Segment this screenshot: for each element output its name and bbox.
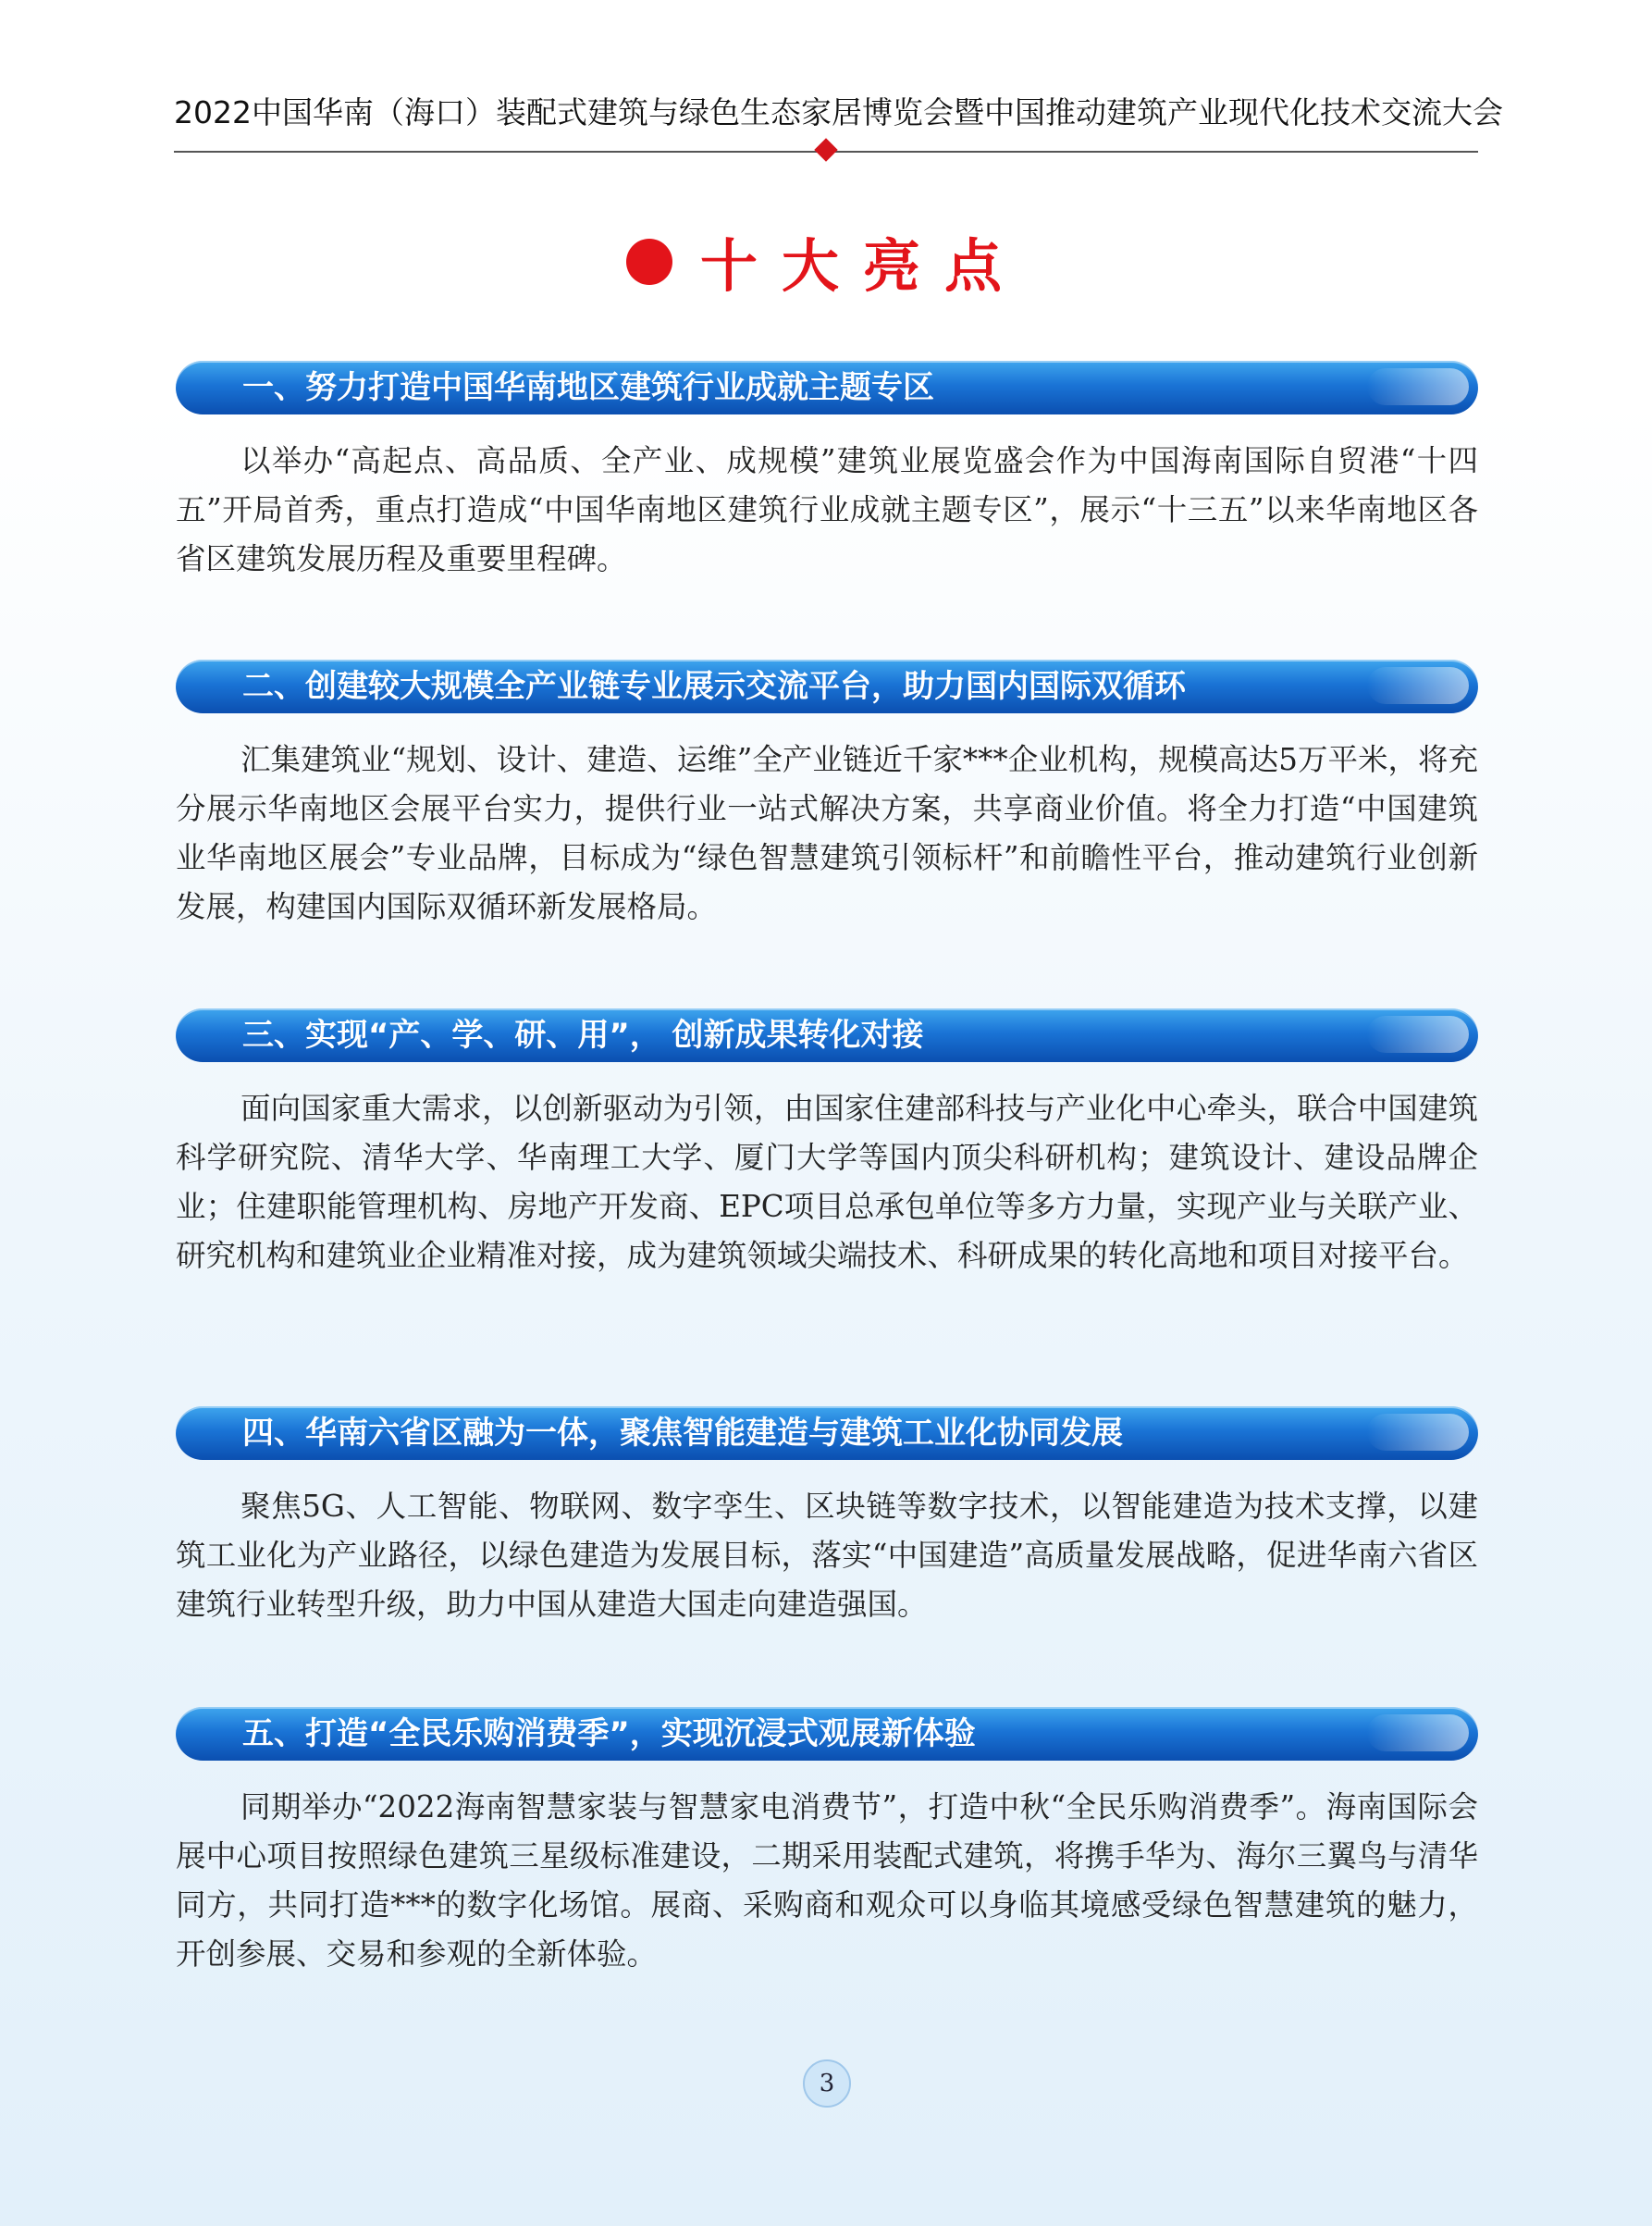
section-heading-bar xyxy=(176,1707,1478,1761)
section-5 xyxy=(176,1707,1478,1979)
page-title-text: 十大亮点 xyxy=(699,232,1026,300)
section-body: 聚焦5G、人工智能、物联网、数字孪生、区块链等数字技术，以智能建造为技术支撑，以建筑工业化为产业路径，以绿色建造为发展目标，落实“中国建造”高质量发展战略，促进华南六省区建筑行业转型升级，助力中国从建造大国走向建造强国。 xyxy=(176,1489,1478,1622)
section-body: 以举办“高起点、高品质、全产业、成规模”建筑业展览盛会作为中国海南国际自贸港“十四五”开局首秀，重点打造成“中国华南地区建筑行业成就主题专区”，展示“十三五”以来华南地区各省区建筑发展历程及重要里程碑。 xyxy=(176,443,1478,576)
section-heading-bar xyxy=(176,361,1478,414)
section-heading: 一、努力打造中国华南地区建筑行业成就主题专区 xyxy=(242,369,934,406)
section-body: 汇集建筑业“规划、设计、建造、运维”全产业链近千家***企业机构，规模高达5万平米，将充分展示华南地区会展平台实力，提供行业一站式解决方案，共享商业价值。将全力打造“中国建筑业华南地区展会”专业品牌，目标成为“绿色智慧建筑引领标杆”和前瞻性平台，推动建筑行业创新发展，构建国内国际双循环新发展格局。 xyxy=(176,742,1478,924)
section-heading: 五、打造“全民乐购消费季”，实现沉浸式观展新体验 xyxy=(242,1715,976,1752)
section-heading-bar xyxy=(176,1008,1478,1062)
page-title xyxy=(0,220,1652,303)
section-heading-bar xyxy=(176,1406,1478,1460)
document-header: 2022中国华南（海口）装配式建筑与绿色生态家居博览会暨中国推动建筑产业现代化技术交流大会 xyxy=(174,94,1503,130)
section-heading: 二、创建较大规模全产业链专业展示交流平台，助力国内国际双循环 xyxy=(242,668,1186,705)
section-body: 面向国家重大需求，以创新驱动为引领，由国家住建部科技与产业化中心牵头，联合中国建筑科学研究院、清华大学、华南理工大学、厦门大学等国内顶尖科研机构；建筑设计、建设品牌企业；住建职能管理机构、房地产开发商、EPC项目总承包单位等多方力量，实现产业与关联产业、研究机构和建筑业企业精准对接，成为建筑领域尖端技术、科研成果的转化高地和项目对接平台。 xyxy=(176,1091,1478,1273)
red-dot-icon xyxy=(626,239,672,285)
section-4 xyxy=(176,1406,1478,1629)
diamond-icon xyxy=(814,138,837,161)
section-heading: 四、华南六省区融为一体，聚焦智能建造与建筑工业化协同发展 xyxy=(242,1415,1123,1452)
section-2 xyxy=(176,660,1478,932)
section-heading-bar xyxy=(176,660,1478,713)
section-heading: 三、实现“产、学、研、用”， 创新成果转化对接 xyxy=(242,1017,924,1054)
section-1 xyxy=(176,361,1478,584)
page-number: 3 xyxy=(803,2059,851,2108)
section-3 xyxy=(176,1008,1478,1280)
section-body: 同期举办“2022海南智慧家装与智慧家电消费节”，打造中秋“全民乐购消费季”。海南国际会展中心项目按照绿色建筑三星级标准建设，二期采用装配式建筑，将携手华为、海尔三翼鸟与清华同方，共同打造***的数字化场馆。展商、采购商和观众可以身临其境感受绿色智慧建筑的魅力，开创参展、交易和参观的全新体验。 xyxy=(176,1789,1478,1972)
